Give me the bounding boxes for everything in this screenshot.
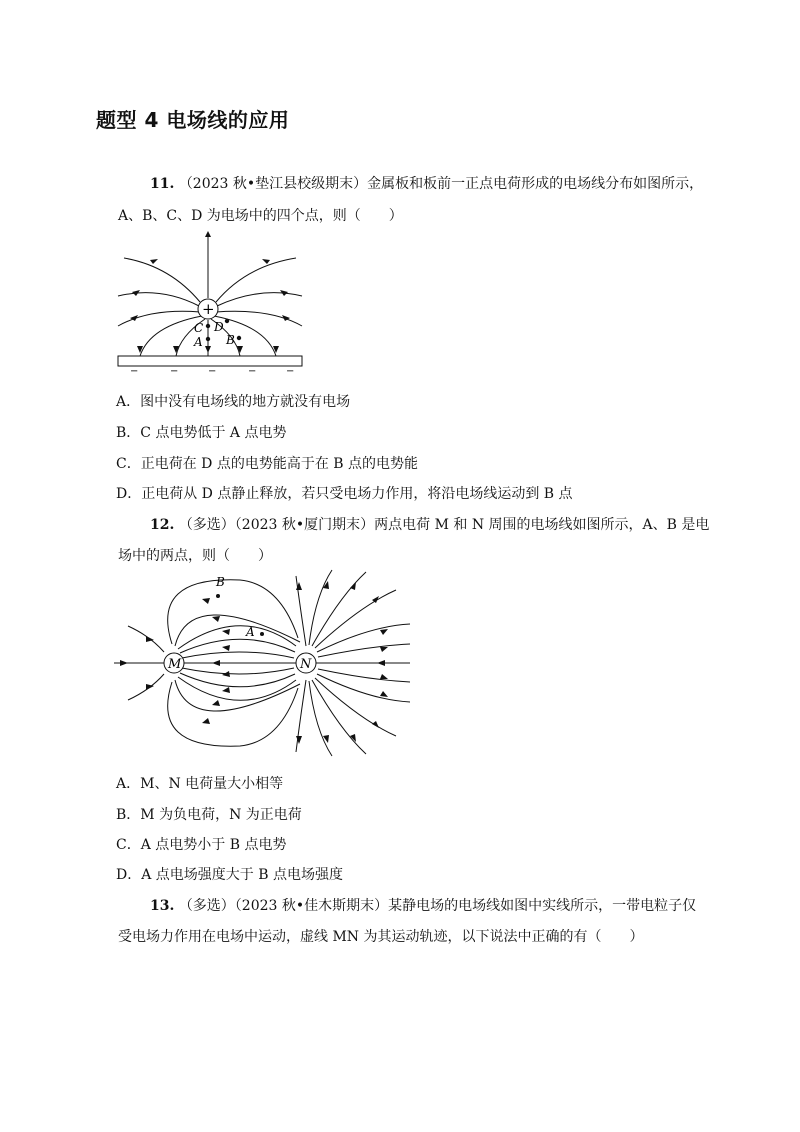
question-13-stem: （多选）（2023 秋•佳木斯期末）某静电场的电场线如图中实线所示，一带电粒子仅 — [178, 898, 697, 914]
label-c: C — [194, 321, 204, 335]
point-b — [237, 336, 241, 340]
question-12-line2: 场中的两点，则（ ） — [118, 548, 272, 564]
plus-sign: + — [202, 300, 215, 318]
metal-plate — [118, 356, 302, 366]
plate-minus-3: − — [208, 366, 217, 374]
question-11-number: 11. — [150, 176, 175, 192]
question-12-option-c[interactable]: C．A 点电势小于 B 点电势 — [116, 837, 287, 853]
label-b: B — [226, 333, 235, 347]
figure-12-field-lines — [110, 566, 420, 758]
label-a: A — [194, 335, 203, 349]
plate-minus-1: − — [130, 366, 139, 374]
label-n: N — [300, 657, 312, 672]
label-d: D — [214, 320, 224, 334]
question-13-number: 13. — [150, 898, 175, 914]
plate-minus-2: − — [170, 366, 179, 374]
point-a — [260, 632, 264, 636]
question-11-option-b[interactable]: B．C 点电势低于 A 点电势 — [116, 425, 287, 441]
plate-minus-4: − — [248, 366, 257, 374]
question-11-stem: （2023 秋•垫江县校级期末）金属板和板前一正点电荷形成的电场线分布如图所示， — [178, 176, 704, 192]
label-a: A — [246, 625, 255, 639]
question-13-line1 — [150, 895, 696, 915]
question-11-option-a[interactable]: A．图中没有电场线的地方就没有电场 — [116, 394, 351, 410]
point-d — [225, 319, 229, 323]
question-12-stem: （多选）（2023 秋•厦门期末）两点电荷 M 和 N 周围的电场线如图所示，A、B 是电 — [178, 517, 710, 533]
question-11-option-c[interactable]: C．正电荷在 D 点的电势能高于在 B 点的电势能 — [116, 456, 419, 472]
question-13-line2: 受电场力作用在电场中运动，虚线 MN 为其运动轨迹，以下说法中正确的有（ ） — [118, 929, 644, 945]
question-11-line1 — [150, 173, 703, 193]
question-12-option-d[interactable]: D．A 点电场强度大于 B 点电场强度 — [116, 867, 343, 883]
label-m: M — [168, 657, 182, 672]
question-11-option-d[interactable]: D．正电荷从 D 点静止释放，若只受电场力作用，将沿电场线运动到 B 点 — [116, 486, 573, 502]
point-b — [216, 594, 220, 598]
label-b: B — [216, 575, 225, 589]
point-c — [206, 324, 210, 328]
question-12-option-a[interactable]: A．M、N 电荷量大小相等 — [116, 776, 284, 792]
figure-11-field-lines — [110, 226, 310, 374]
plate-minus-5: − — [286, 366, 295, 374]
section-title: 题型 4 电场线的应用 — [96, 108, 290, 132]
question-11-line2: A、B、C、D 为电场中的四个点，则（ ） — [118, 208, 403, 224]
question-12-option-b[interactable]: B．M 为负电荷，N 为正电荷 — [116, 807, 302, 823]
question-12-number: 12. — [150, 517, 175, 533]
point-a — [206, 337, 210, 341]
question-12-line1 — [150, 514, 709, 534]
